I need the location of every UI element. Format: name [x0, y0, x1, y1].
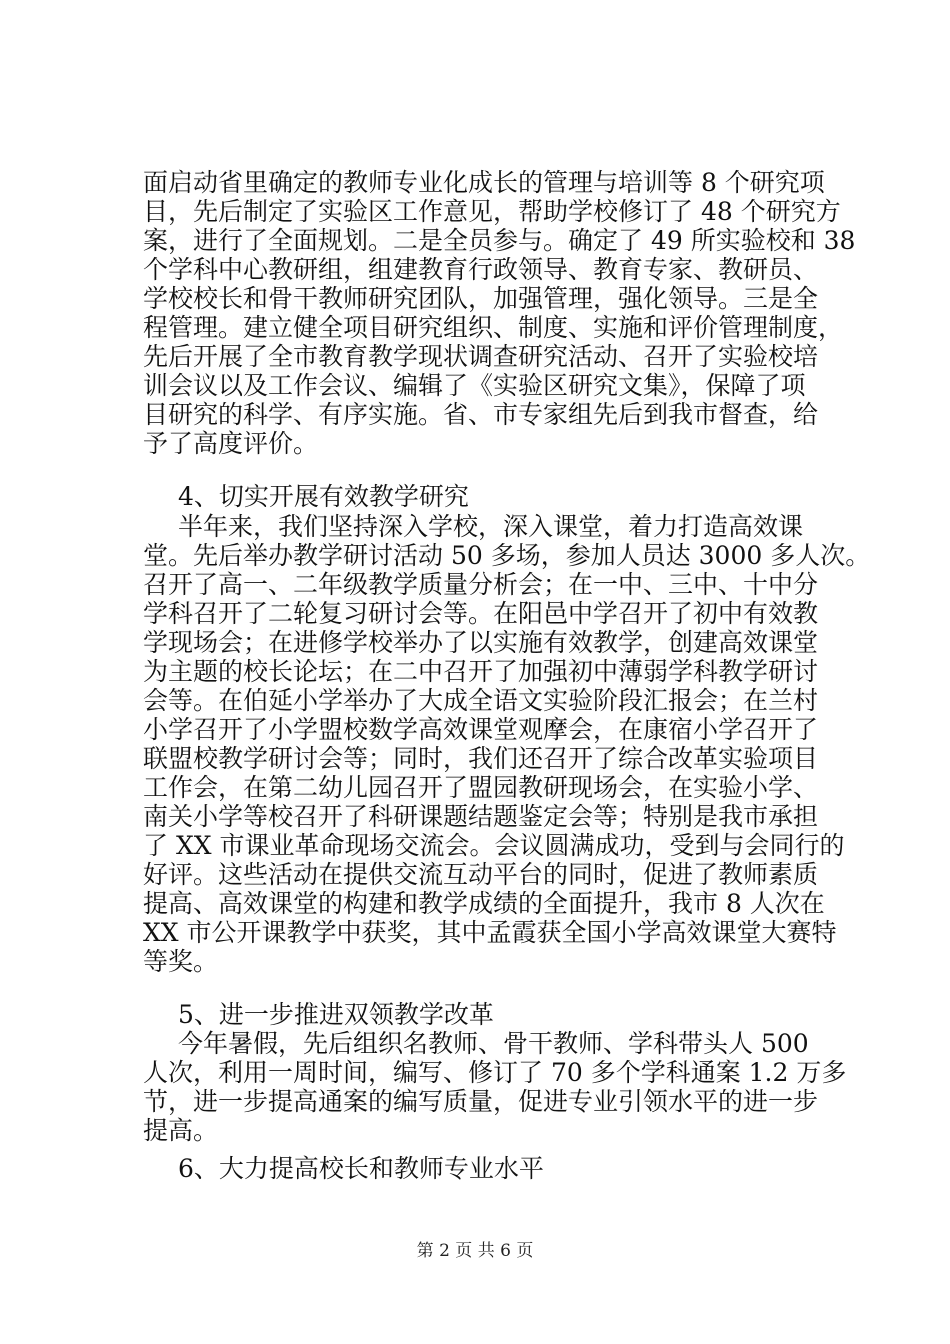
section-heading: 5、进一步推进双领教学改革: [178, 1000, 494, 1029]
text-line: 提高。: [143, 1116, 219, 1145]
text-line: 面启动省里确定的教师专业化成长的管理与培训等 8 个研究项: [143, 168, 825, 197]
text-line: 为主题的校长论坛；在二中召开了加强初中薄弱学科教学研讨: [143, 657, 819, 686]
text-line: XX 市公开课教学中获奖，其中孟霞获全国小学高效课堂大赛特: [143, 918, 837, 947]
text-line: 训会议以及工作会议、编辑了《实验区研究文集》，保障了项: [143, 371, 806, 400]
section-heading: 4、切实开展有效教学研究: [178, 482, 469, 511]
text-line: 会等。在伯延小学举办了大成全语文实验阶段汇报会；在兰村: [143, 686, 819, 715]
text-line: 予了高度评价。: [143, 429, 319, 458]
text-line: 程管理。建立健全项目研究组织、制度、实施和评价管理制度，: [143, 313, 844, 342]
text-line: 人次，利用一周时间，编写、修订了 70 多个学科通案 1.2 万多: [143, 1058, 847, 1087]
section-heading: 6、大力提高校长和教师专业水平: [178, 1154, 544, 1183]
text-line: 南关小学等校召开了科研课题结题鉴定会等；特别是我市承担: [143, 802, 819, 831]
text-line: 学校校长和骨干教师研究团队，加强管理，强化领导。三是全: [143, 284, 819, 313]
text-line: 学科召开了二轮复习研讨会等。在阳邑中学召开了初中有效教: [143, 599, 819, 628]
text-line: 了 XX 市课业革命现场交流会。会议圆满成功，受到与会同行的: [143, 831, 845, 860]
text-line: 先后开展了全市教育教学现状调查研究活动、召开了实验校培: [143, 342, 819, 371]
text-line: 节，进一步提高通案的编写质量，促进专业引领水平的进一步: [143, 1087, 819, 1116]
text-line: 好评。这些活动在提供交流互动平台的同时，促进了教师素质: [143, 860, 819, 889]
text-line: 工作会，在第二幼儿园召开了盟园教研现场会，在实验小学、: [143, 773, 819, 802]
paragraph-first-line: 半年来，我们坚持深入学校，深入课堂，着力打造高效课: [178, 512, 804, 541]
text-line: 小学召开了小学盟校数学高效课堂观摩会，在康宿小学召开了: [143, 715, 819, 744]
text-line: 目，先后制定了实验区工作意见，帮助学校修订了 48 个研究方: [143, 197, 841, 226]
text-line: 堂。先后举办教学研讨活动 50 多场，参加人员达 3000 多人次。: [143, 541, 871, 570]
text-line: 联盟校教学研讨会等；同时，我们还召开了综合改革实验项目: [143, 744, 819, 773]
page-number-footer: 第 2 页 共 6 页: [416, 1241, 534, 1261]
paragraph-first-line: 今年暑假，先后组织名教师、骨干教师、学科带头人 500: [178, 1029, 809, 1058]
text-line: 提高、高效课堂的构建和教学成绩的全面提升，我市 8 人次在: [143, 889, 825, 918]
text-line: 学现场会；在进修学校举办了以实施有效教学，创建高效课堂: [143, 628, 819, 657]
text-line: 案，进行了全面规划。二是全员参与。确定了 49 所实验校和 38: [143, 226, 856, 255]
text-line: 个学科中心教研组，组建教育行政领导、教育专家、教研员、: [143, 255, 819, 284]
text-line: 目研究的科学、有序实施。省、市专家组先后到我市督查，给: [143, 400, 819, 429]
text-line: 等奖。: [143, 947, 219, 976]
text-line: 召开了高一、二年级教学质量分析会；在一中、三中、十中分: [143, 570, 819, 599]
